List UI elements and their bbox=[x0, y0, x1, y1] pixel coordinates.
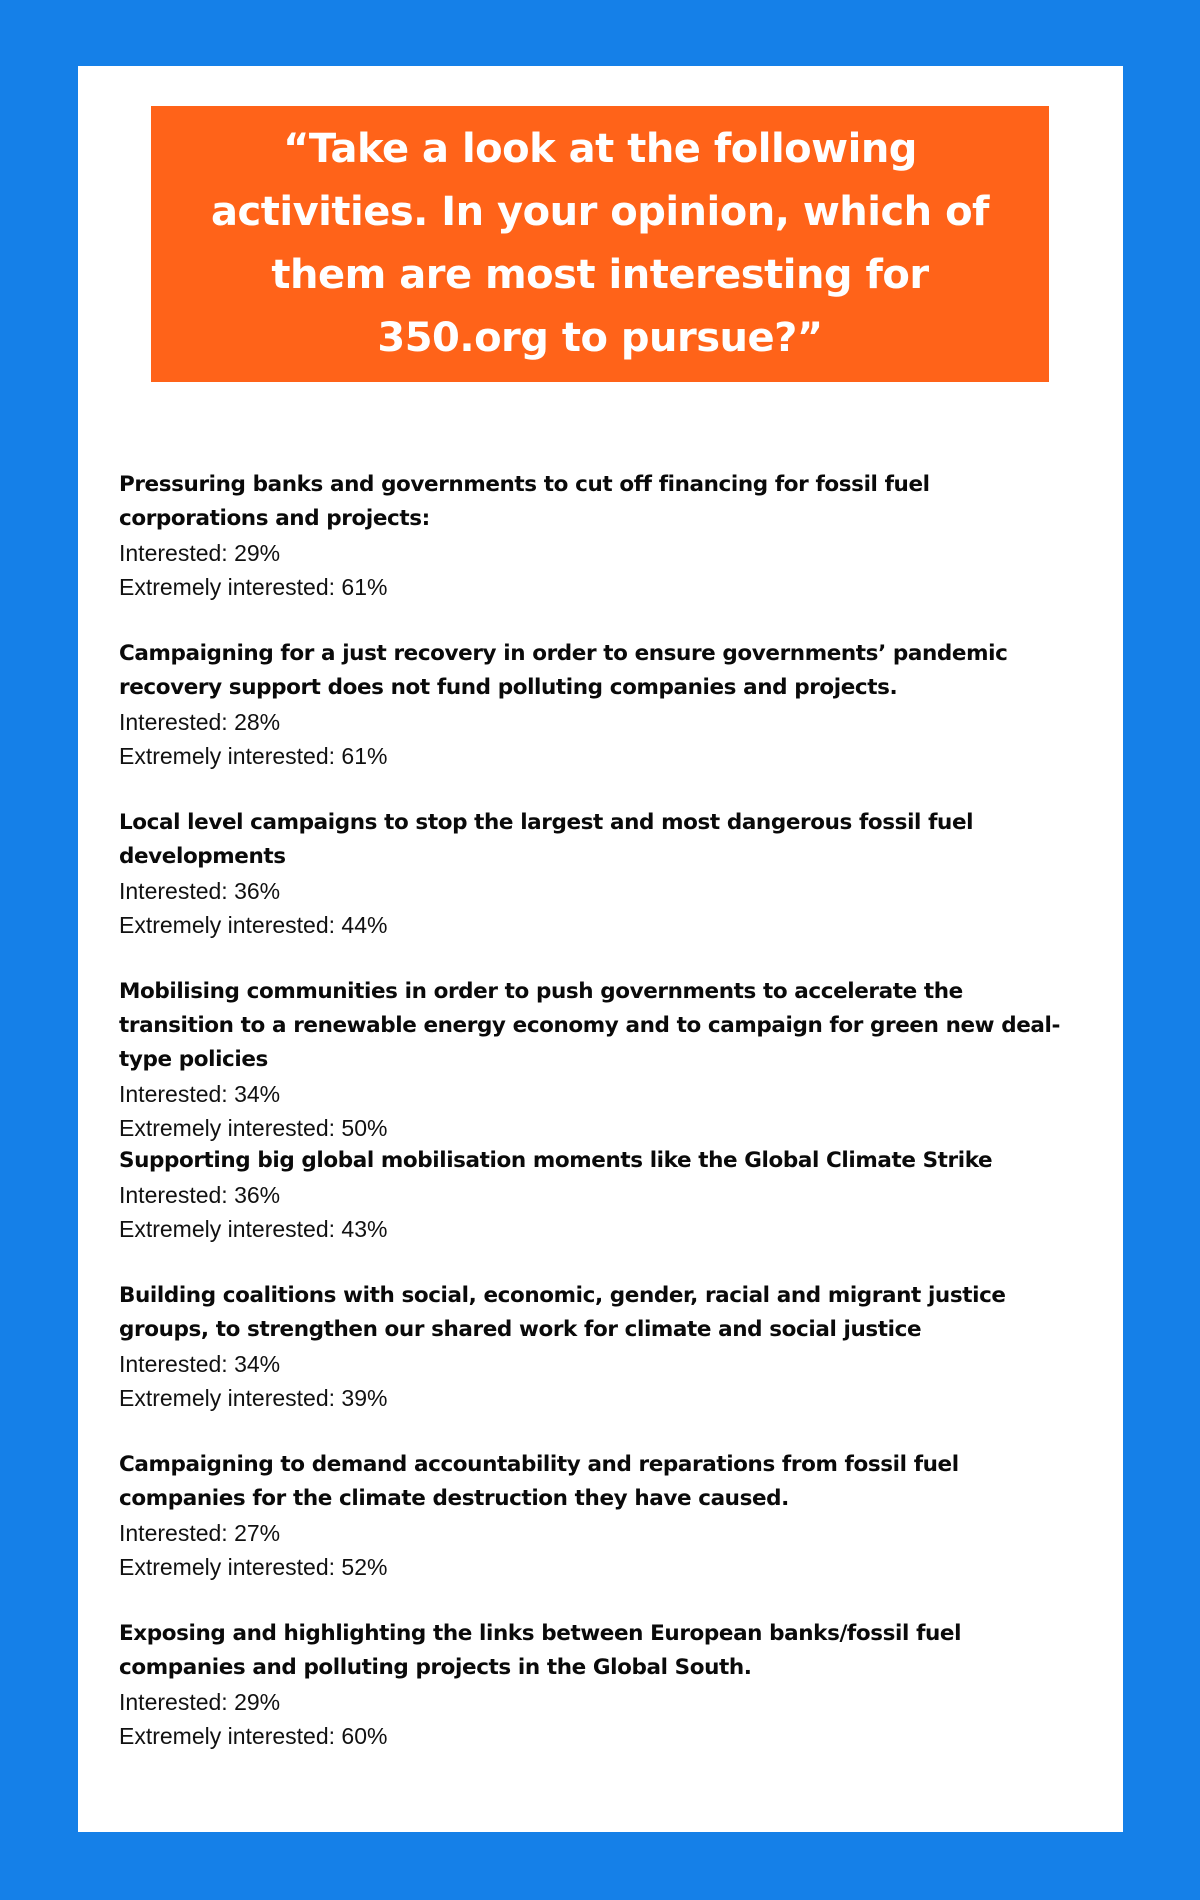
interested-stat: Interested: 27% bbox=[119, 1520, 281, 1546]
content-card bbox=[78, 66, 1123, 1832]
interested-stat: Interested: 34% bbox=[119, 1081, 281, 1107]
activity-title: Supporting big global mobilisation moments like the Global Climate Strike bbox=[119, 1148, 993, 1173]
extremely-interested-stat: Extremely interested: 52% bbox=[119, 1554, 388, 1580]
interested-stat: Interested: 28% bbox=[119, 709, 281, 735]
list-item bbox=[119, 637, 1079, 806]
activity-title: Building coalitions with social, economic, gender, racial and migrant justice groups, to strengthen our shared work for climate and social justice bbox=[119, 1283, 1006, 1342]
extremely-interested-stat: Extremely interested: 50% bbox=[119, 1115, 388, 1141]
headline-banner bbox=[151, 106, 1049, 382]
list-item bbox=[119, 1279, 1079, 1448]
page-title: “Take a look at the following activities. In your opinion, which of them are most interesting for 350.org to pursue?” bbox=[211, 126, 989, 361]
list-item bbox=[119, 806, 1079, 975]
list-item bbox=[119, 1448, 1079, 1617]
activity-title: Exposing and highlighting the links between European banks/fossil fuel companies and polluting projects in the Global South. bbox=[119, 1621, 962, 1680]
list-item bbox=[119, 468, 1079, 637]
extremely-interested-stat: Extremely interested: 43% bbox=[119, 1216, 388, 1242]
interested-stat: Interested: 29% bbox=[119, 1689, 281, 1715]
extremely-interested-stat: Extremely interested: 44% bbox=[119, 912, 388, 938]
list-item bbox=[119, 1144, 1079, 1279]
interested-stat: Interested: 36% bbox=[119, 1182, 281, 1208]
activity-title: Local level campaigns to stop the largest and most dangerous fossil fuel developments bbox=[119, 810, 974, 869]
activity-title: Campaigning to demand accountability and reparations from fossil fuel companies for the climate destruction they have caused. bbox=[119, 1452, 959, 1511]
activity-list bbox=[119, 468, 1079, 1786]
list-item bbox=[119, 975, 1079, 1144]
activity-title: Mobilising communities in order to push governments to accelerate the transition to a renewable energy economy and to campaign for green new deal-type policies bbox=[119, 979, 1061, 1072]
interested-stat: Interested: 29% bbox=[119, 540, 281, 566]
extremely-interested-stat: Extremely interested: 61% bbox=[119, 574, 388, 600]
extremely-interested-stat: Extremely interested: 61% bbox=[119, 743, 388, 769]
list-item bbox=[119, 1617, 1079, 1786]
interested-stat: Interested: 34% bbox=[119, 1351, 281, 1377]
interested-stat: Interested: 36% bbox=[119, 878, 281, 904]
activity-title: Campaigning for a just recovery in order to ensure governments’ pandemic recovery support does not fund polluting companies and projects. bbox=[119, 641, 1008, 700]
extremely-interested-stat: Extremely interested: 39% bbox=[119, 1385, 388, 1411]
extremely-interested-stat: Extremely interested: 60% bbox=[119, 1723, 388, 1749]
activity-title: Pressuring banks and governments to cut off financing for fossil fuel corporations and projects: bbox=[119, 472, 930, 531]
